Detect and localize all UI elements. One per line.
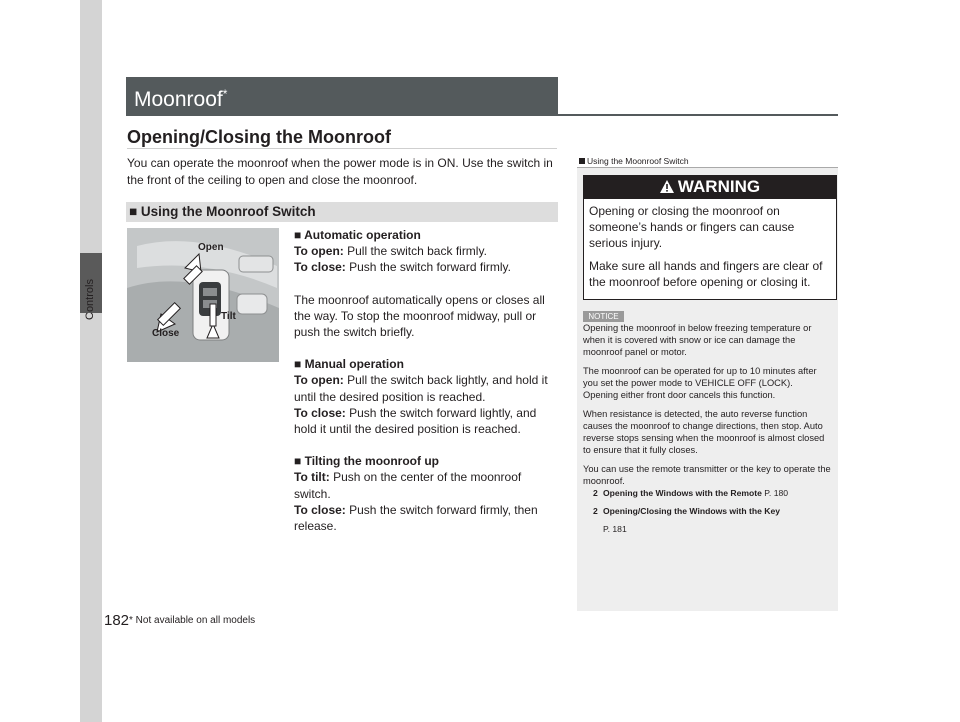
warning-icon: [660, 176, 674, 200]
manual-close-label: To close:: [294, 405, 346, 420]
auto-heading: ■ Automatic operation: [294, 228, 421, 242]
auto-close: [294, 259, 560, 275]
ref-arrow-icon: 2: [593, 488, 598, 498]
footnote: * Not available on all models: [129, 615, 256, 626]
page-title: [134, 87, 227, 112]
photo-label-tilt: Tilt: [221, 311, 236, 322]
sidebar-header-icon: [579, 158, 585, 164]
notice-text: Opening the moonroof in below freezing temperature or when it is covered with snow or ice can damage the moonroof panel or motor.: [583, 323, 812, 357]
ref-key-page: P. 181: [603, 524, 627, 534]
side-tab-label: Controls: [84, 279, 96, 320]
tilt-up: [294, 469, 560, 501]
ref-arrow-icon: 2: [593, 506, 598, 516]
auto-paragraph: The moonroof automatically opens or closes all the way. To stop the moonroof midway, pull or push the switch briefly.: [294, 292, 545, 340]
warning-text-1: Opening or closing the moonroof on someone’s hands or fingers can cause serious injury.: [589, 204, 795, 250]
section-heading: Opening/Closing the Moonroof: [127, 127, 391, 147]
ref-key-page-line: [583, 524, 831, 535]
warning-text-2: Make sure all hands and fingers are clear of the moonroof before opening or closing it.: [589, 259, 823, 290]
tilt-close-text: Push the switch forward firmly, then release.: [294, 502, 538, 534]
manual-open: [294, 372, 560, 404]
ref-key-title: Opening/Closing the Windows with the Key: [603, 506, 781, 516]
note-1-a: The moonroof can be operated for up to 10 minutes after you set the power mode to VEHICLE OFF (LOCK).: [583, 366, 817, 388]
section-intro: You can operate the moonroof when the power mode is in ON. Use the switch in the front of the ceiling to open and close the moonroof.: [127, 156, 553, 187]
warning-title: WARNING: [677, 177, 761, 196]
note-3: You can use the remote transmitter or the key to operate the moonroof.: [583, 464, 831, 486]
manual-close-text: Push the switch forward lightly, and hold it until the desired position is reached.: [294, 405, 537, 437]
title-rule: [126, 114, 838, 116]
notice-badge: NOTICE: [583, 311, 624, 322]
page-number: 182: [104, 612, 130, 629]
note-1b: Opening either front door cancels this function.: [583, 390, 776, 400]
tilt-label: To tilt:: [294, 470, 330, 485]
warning-body: [589, 204, 833, 299]
subsection-title: [129, 204, 316, 219]
auto-open-label: To open:: [294, 244, 344, 259]
auto-close-label: To close:: [294, 260, 346, 275]
section-rule: [127, 148, 557, 149]
tilt-text: Push on the center of the moonroof switch.: [294, 470, 522, 501]
photo-label-close: Close: [152, 328, 180, 339]
sidebar-notes: [583, 322, 831, 542]
sidebar-header: [579, 156, 689, 166]
subsection-title-text: Using the Moonroof Switch: [140, 204, 316, 219]
photo-label-open: Open: [198, 242, 224, 253]
side-tab: [80, 0, 102, 722]
manual-open-text: Pull the switch back lightly, and hold it until the desired position is reached.: [294, 373, 548, 404]
auto-open-text: Pull the switch back firmly.: [343, 244, 487, 259]
ref-key[interactable]: [583, 506, 831, 517]
ref-remote-title: Opening the Windows with the Remote: [603, 488, 762, 498]
tilt-close: [294, 502, 560, 534]
manual-heading: ■ Manual operation: [294, 357, 404, 372]
page-title-text: Moonroof: [134, 88, 223, 111]
sidebar-header-text: Using the Moonroof Switch: [587, 156, 689, 166]
tilt-close-label: To close:: [294, 502, 346, 517]
page-title-asterisk: *: [222, 87, 228, 101]
ref-remote[interactable]: [583, 488, 831, 499]
manual-close: [294, 405, 560, 437]
auto-close-text: Push the switch forward firmly.: [345, 260, 511, 275]
ref-remote-page: P. 180: [761, 488, 789, 498]
auto-open: [294, 243, 560, 259]
subsection-marker: ■: [129, 204, 138, 219]
instructions: [294, 227, 560, 534]
note-1: [583, 365, 831, 389]
warning-header: [583, 175, 837, 199]
note-2: When resistance is detected, the auto reverse function causes the moonroof to change directions, then stop. Auto reverse stops sensing when the moonroof is almost closed to ensure that it fully closes.: [583, 409, 825, 455]
manual-open-label: To open:: [294, 373, 344, 388]
tilt-heading: ■ Tilting the moonroof up: [294, 454, 440, 469]
